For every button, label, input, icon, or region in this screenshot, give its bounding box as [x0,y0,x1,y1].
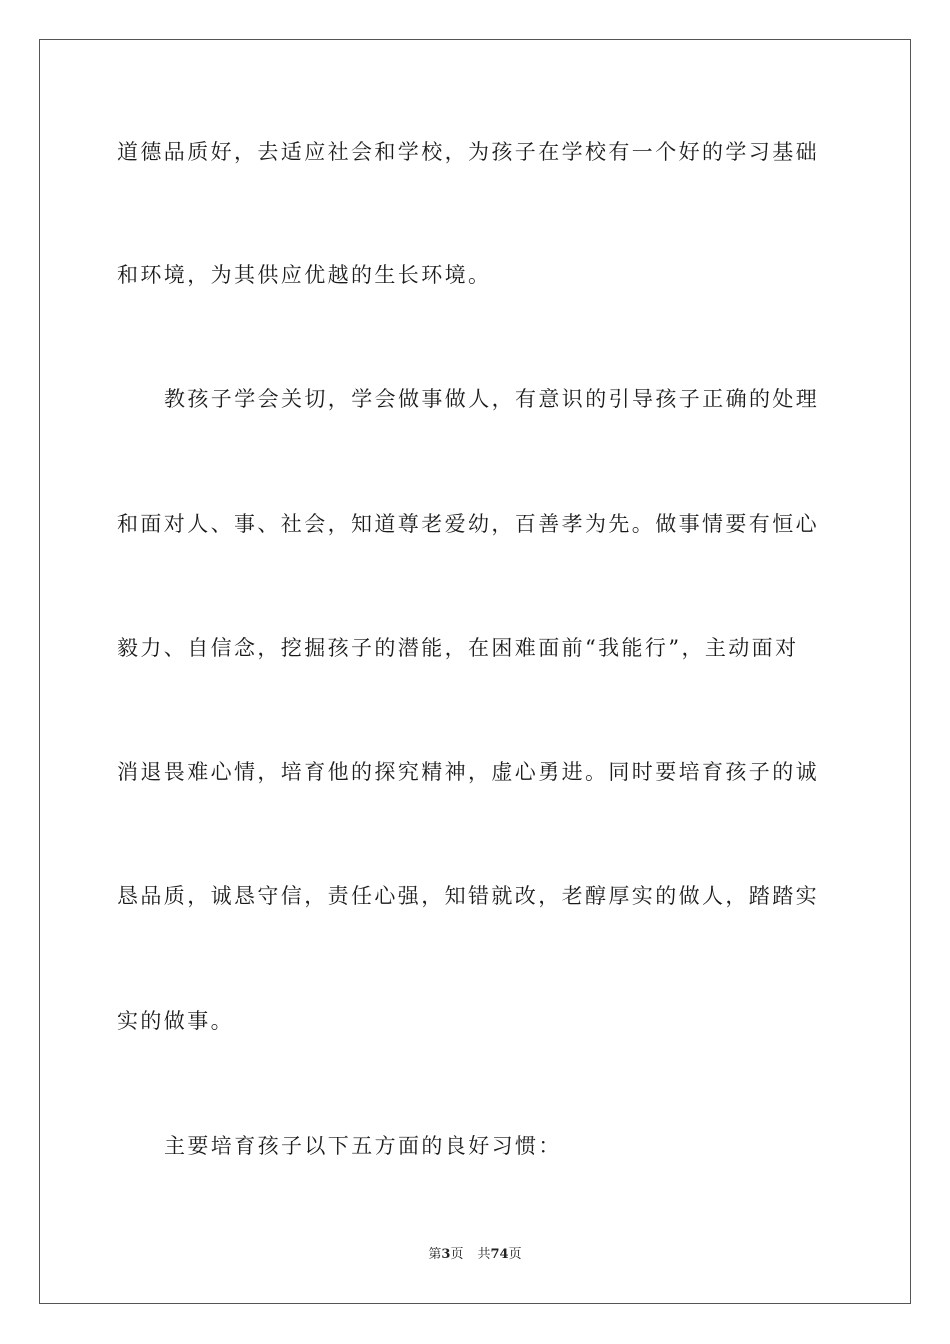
paragraph-line: 恳品质，诚恳守信，责任心强，知错就改，老醇厚实的做人，踏踏实 [117,884,819,908]
page-suffix: 页 [450,1247,464,1262]
paragraph-line: 道德品质好，去适应社会和学校，为孩子在学校有一个好的学习基础 [117,140,819,164]
page-footer [0,1246,950,1264]
total-prefix: 共 [477,1247,491,1262]
paragraph-line: 和面对人、事、社会，知道尊老爱幼，百善孝为先。做事情要有恒心 [117,512,819,536]
paragraph-line: 实的做事。 [117,1009,234,1033]
total-pages: 74 [490,1247,509,1262]
paragraph-line: 毅力、自信念，挖掘孩子的潜能，在困难面前“我能行”，主动面对 [117,636,799,660]
paragraph-first-line: 主要培育孩子以下五方面的良好习惯： [164,1134,562,1158]
paragraph-first-line: 教孩子学会关切，学会做事做人，有意识的引导孩子正确的处理 [164,387,820,411]
page-prefix: 第 [428,1247,442,1262]
paragraph-line: 消退畏难心情，培育他的探究精神，虚心勇进。同时要培育孩子的诚 [117,760,819,784]
total-suffix: 页 [508,1247,522,1262]
paragraph-line: 和环境，为其供应优越的生长环境。 [117,263,492,287]
page-border [39,39,911,1304]
page-number: 3 [441,1247,451,1262]
